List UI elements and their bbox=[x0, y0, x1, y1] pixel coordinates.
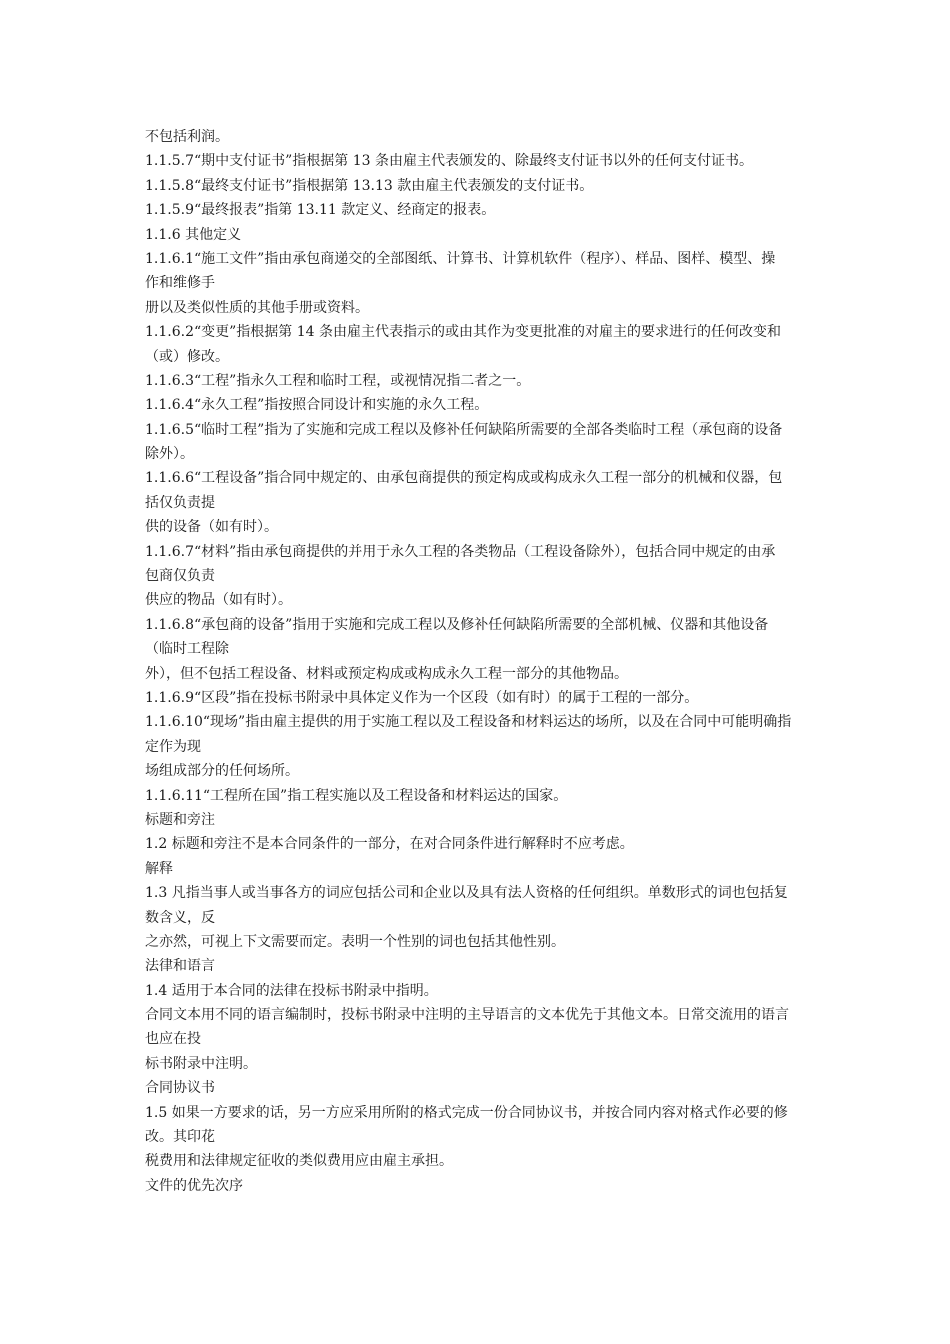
text-line: 1.1.5.7“期中支付证书”指根据第 13 条由雇主代表颁发的、除最终支付证书以外的任何支付证书。 bbox=[145, 153, 754, 170]
text-line: 标题和旁注 bbox=[145, 811, 215, 828]
text-line: 法律和语言 bbox=[145, 958, 215, 975]
text-line: 之亦然，可视上下文需要而定。表明一个性别的词也包括其他性别。 bbox=[145, 933, 565, 950]
text-line: 标书附录中注明。 bbox=[145, 1055, 257, 1072]
text-line: 册以及类似性质的其他手册或资料。 bbox=[145, 299, 369, 316]
text-line: 定作为现 bbox=[145, 738, 201, 755]
text-line: 1.1.6.8“承包商的设备”指用于实施和完成工程以及修补任何缺陷所需要的全部机械、仪器和其他设备 bbox=[145, 616, 769, 633]
text-line: 文件的优先次序 bbox=[145, 1177, 243, 1194]
text-line: 1.1.6.9“区段”指在投标书附录中具体定义作为一个区段（如有时）的属于工程的一部分。 bbox=[145, 689, 699, 706]
text-line: 也应在投 bbox=[145, 1031, 201, 1048]
text-line: 场组成部分的任何场所。 bbox=[145, 763, 299, 780]
text-line: 1.5 如果一方要求的话，另一方应采用所附的格式完成一份合同协议书，并按合同内容对格式作必要的修 bbox=[145, 1104, 788, 1121]
text-line: 1.1.6.4“永久工程”指按照合同设计和实施的永久工程。 bbox=[145, 397, 489, 414]
text-line: 1.2 标题和旁注不是本合同条件的一部分，在对合同条件进行解释时不应考虑。 bbox=[145, 836, 634, 853]
text-line: 1.1.6.7“材料”指由承包商提供的并用于永久工程的各类物品（工程设备除外），包括合同中规定的由承 bbox=[145, 543, 776, 560]
text-line: 1.1.6.1“施工文件”指由承包商递交的全部图纸、计算书、计算机软件（程序）、样品、图样、模型、操 bbox=[145, 250, 776, 267]
text-line: 合同文本用不同的语言编制时，投标书附录中注明的主导语言的文本优先于其他文本。日常交流用的语言 bbox=[145, 1007, 789, 1024]
text-line: 外），但不包括工程设备、材料或预定构成或构成永久工程一部分的其他物品。 bbox=[145, 665, 628, 682]
text-line: 1.1.5.9“最终报表”指第 13.11 款定义、经商定的报表。 bbox=[145, 202, 496, 219]
text-line: 数含义，反 bbox=[145, 909, 215, 926]
text-line: 1.1.6.5“临时工程”指为了实施和完成工程以及修补任何缺陷所需要的全部各类临时工程（承包商的设备 bbox=[145, 421, 783, 438]
text-line: 除外）。 bbox=[145, 446, 194, 463]
text-line: 供应的物品（如有时）。 bbox=[145, 592, 292, 609]
text-line: 1.1.6 其他定义 bbox=[145, 226, 242, 243]
text-line: （临时工程除 bbox=[145, 641, 229, 658]
text-line: 1.1.6.10“现场”指由雇主提供的用于实施工程以及工程设备和材料运达的场所，以及在合同中可能明确指 bbox=[145, 714, 792, 731]
text-line: 供的设备（如有时）。 bbox=[145, 519, 278, 536]
text-line: 括仅负责提 bbox=[145, 494, 215, 511]
text-line: 1.1.5.8“最终支付证书”指根据第 13.13 款由雇主代表颁发的支付证书。 bbox=[145, 177, 594, 194]
text-line: 改。其印花 bbox=[145, 1129, 215, 1146]
document-body bbox=[145, 125, 810, 1198]
text-line: （或）修改。 bbox=[145, 348, 229, 365]
text-line: 包商仅负责 bbox=[145, 568, 215, 585]
text-line: 1.1.6.3“工程”指永久工程和临时工程，或视情况指二者之一。 bbox=[145, 372, 531, 389]
text-line: 1.3 凡指当事人或当事各方的词应包括公司和企业以及具有法人资格的任何组织。单数形式的词也包括复 bbox=[145, 885, 788, 902]
text-line: 不包括利润。 bbox=[145, 129, 229, 145]
text-line: 1.1.6.11“工程所在国”指工程实施以及工程设备和材料运达的国家。 bbox=[145, 787, 568, 804]
text-line: 解释 bbox=[145, 860, 173, 877]
text-line: 税费用和法律规定征收的类似费用应由雇主承担。 bbox=[145, 1153, 453, 1170]
text-line: 1.1.6.2“变更”指根据第 14 条由雇主代表指示的或由其作为变更批准的对雇主的要求进行的任何改变和 bbox=[145, 324, 782, 341]
text-line: 1.1.6.6“工程设备”指合同中规定的、由承包商提供的预定构成或构成永久工程一部分的机械和仪器，包 bbox=[145, 470, 783, 487]
text-line: 作和维修手 bbox=[145, 275, 215, 292]
text-line: 1.4 适用于本合同的法律在投标书附录中指明。 bbox=[145, 982, 438, 999]
text-line: 合同协议书 bbox=[145, 1080, 215, 1097]
